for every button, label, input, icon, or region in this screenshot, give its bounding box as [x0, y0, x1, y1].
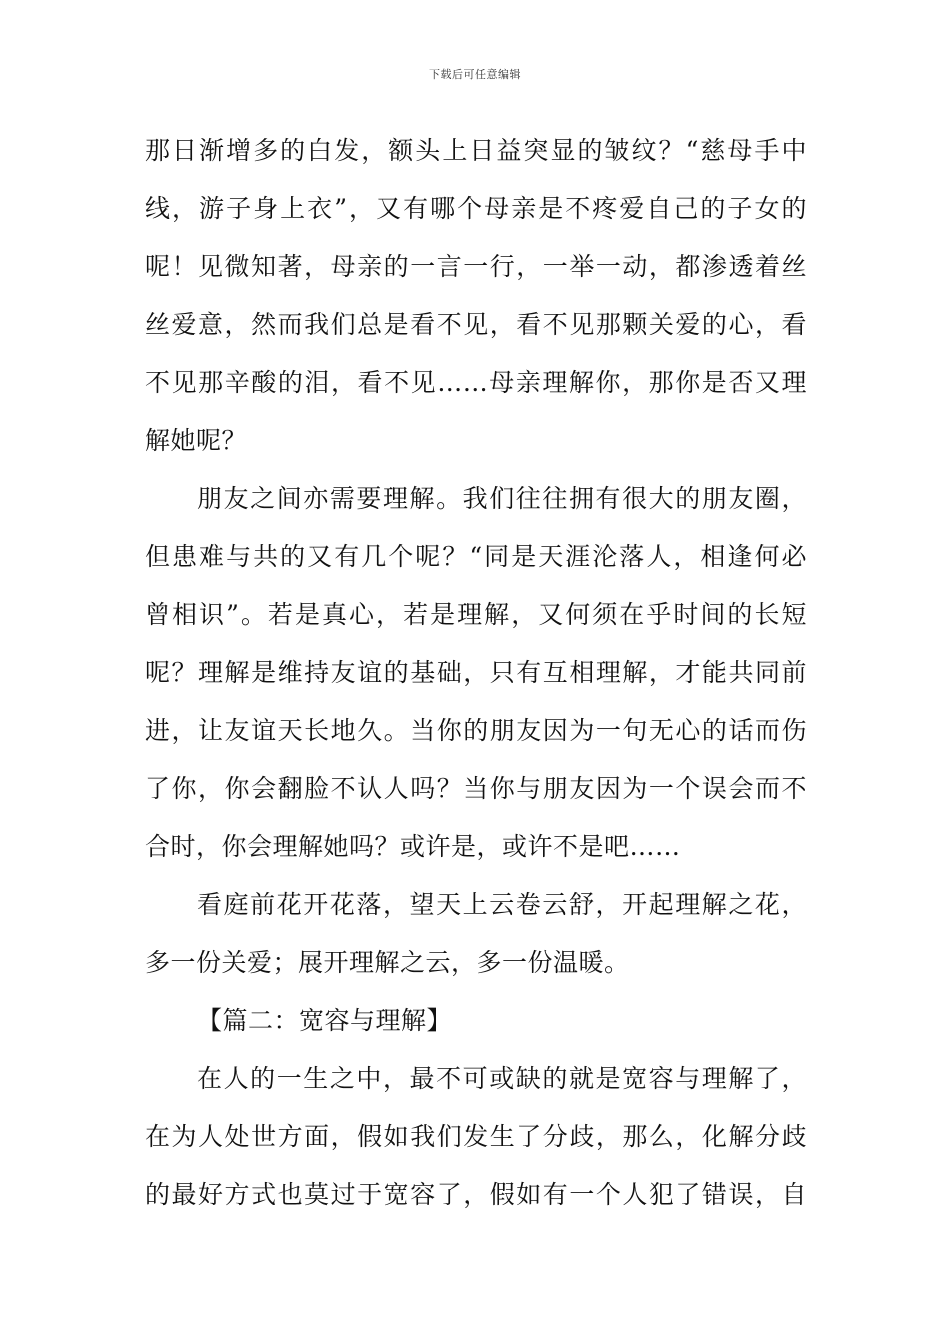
- paragraph-start-line: 在人的一生之中，最不可或缺的就是宽容与理解了，: [197, 1064, 807, 1093]
- text-line: 合时，你会理解她吗？或许是，或许不是吧……: [145, 832, 681, 861]
- document-body: [145, 128, 807, 1230]
- text-line: 呢！见微知著，母亲的一言一行，一举一动，都渗透着丝: [145, 252, 807, 281]
- text-line: 那日渐增多的白发，额头上日益突显的皱纹？“慈母手中: [145, 136, 807, 165]
- text-line: 的最好方式也莫过于宽容了，假如有一个人犯了错误，自: [145, 1180, 807, 1209]
- text-line: 不见那辛酸的泪，看不见……母亲理解你，那你是否又理: [145, 368, 807, 397]
- text-line: 了你，你会翻脸不认人吗？当你与朋友因为一个误会而不: [145, 774, 807, 803]
- text-line: 在为人处世方面，假如我们发生了分歧，那么，化解分歧: [145, 1122, 807, 1151]
- page-header-note: 下载后可任意编辑: [429, 68, 521, 81]
- section-heading: 【篇二：宽容与理解】: [197, 1006, 453, 1035]
- text-line: 线，游子身上衣”，又有哪个母亲是不疼爱自己的子女的: [145, 194, 807, 223]
- text-line: 进，让友谊天长地久。当你的朋友因为一句无心的话而伤: [145, 716, 807, 745]
- text-line: 但患难与共的又有几个呢？“同是天涯沦落人，相逢何必: [145, 542, 807, 571]
- text-line: 丝爱意，然而我们总是看不见，看不见那颗关爱的心，看: [145, 310, 807, 339]
- paragraph-start-line: 朋友之间亦需要理解。我们往往拥有很大的朋友圈，: [197, 484, 807, 513]
- text-line: 多一份关爱；展开理解之云，多一份温暖。: [145, 948, 630, 977]
- paragraph-start-line: 看庭前花开花落，望天上云卷云舒，开起理解之花，: [197, 890, 807, 919]
- text-line: 呢？理解是维持友谊的基础，只有互相理解，才能共同前: [145, 658, 807, 687]
- text-line: 解她呢？: [145, 426, 248, 455]
- text-line: 曾相识”。若是真心，若是理解，又何须在乎时间的长短: [145, 600, 807, 629]
